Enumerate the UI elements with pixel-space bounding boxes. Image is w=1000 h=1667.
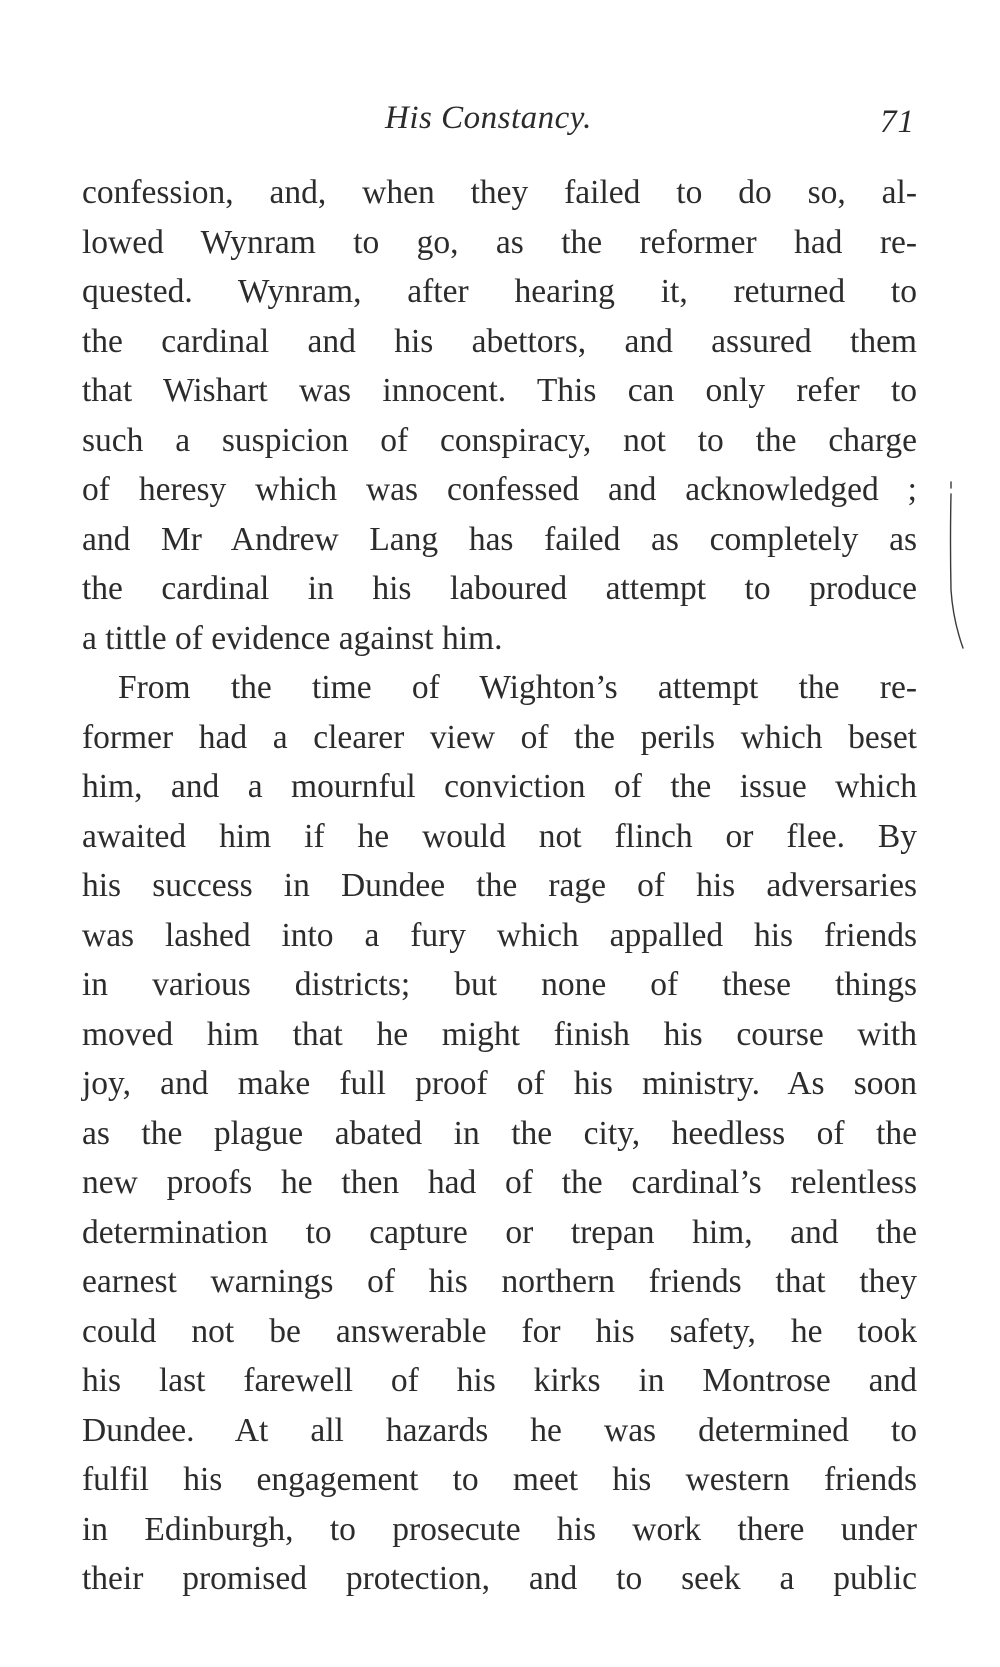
text-line: could not be answerable for his safety, he took	[82, 1312, 917, 1350]
text-line: former had a clearer view of the perils which beset	[82, 718, 917, 756]
running-title: His Constancy.	[385, 100, 592, 136]
text-line: such a suspicion of conspiracy, not to the charge	[82, 421, 917, 459]
text-line: awaited him if he would not flinch or flee. By	[82, 817, 917, 855]
margin-pencil-mark	[945, 480, 975, 650]
text-line: earnest warnings of his northern friends that they	[82, 1263, 917, 1300]
text-line: lowed Wynram to go, as the reformer had re-	[82, 223, 917, 261]
text-line: moved him that he might finish his course with	[82, 1015, 917, 1053]
text-line: joy, and make full proof of his ministry. As soon	[82, 1065, 917, 1102]
text-line: quested. Wynram, after hearing it, returned to	[82, 273, 917, 310]
text-line: that Wishart was innocent. This can only refer to	[82, 372, 917, 409]
text-line: in various districts; but none of these things	[82, 966, 917, 1003]
running-head	[0, 100, 1000, 150]
text-line: was lashed into a fury which appalled his friends	[82, 916, 917, 954]
text-line: as the plague abated in the city, heedless of the	[82, 1114, 917, 1152]
text-line: a tittle of evidence against him.	[82, 619, 503, 657]
text-line: confession, and, when they failed to do so, al-	[82, 174, 917, 211]
text-line: fulfil his engagement to meet his western friends	[82, 1461, 917, 1498]
text-line: determination to capture or trepan him, and the	[82, 1213, 917, 1251]
text-line: of heresy which was confessed and acknowledged ;	[82, 471, 917, 508]
text-line: his last farewell of his kirks in Montrose and	[82, 1362, 917, 1399]
text-line: the cardinal in his laboured attempt to produce	[82, 570, 917, 607]
body-text	[82, 168, 917, 1604]
text-line: the cardinal and his abettors, and assured them	[82, 322, 917, 360]
text-line: new proofs he then had of the cardinal’s relentless	[82, 1164, 917, 1201]
page-number: 71	[880, 104, 915, 140]
text-line: in Edinburgh, to prosecute his work there under	[82, 1510, 917, 1548]
text-line: and Mr Andrew Lang has failed as completely as	[82, 520, 917, 558]
text-line: From the time of Wighton’s attempt the re-	[118, 669, 917, 706]
text-line: his success in Dundee the rage of his adversaries	[82, 867, 917, 904]
text-line: their promised protection, and to seek a public	[82, 1560, 917, 1597]
text-line: Dundee. At all hazards he was determined to	[82, 1411, 917, 1449]
text-line: him, and a mournful conviction of the issue which	[82, 768, 917, 805]
